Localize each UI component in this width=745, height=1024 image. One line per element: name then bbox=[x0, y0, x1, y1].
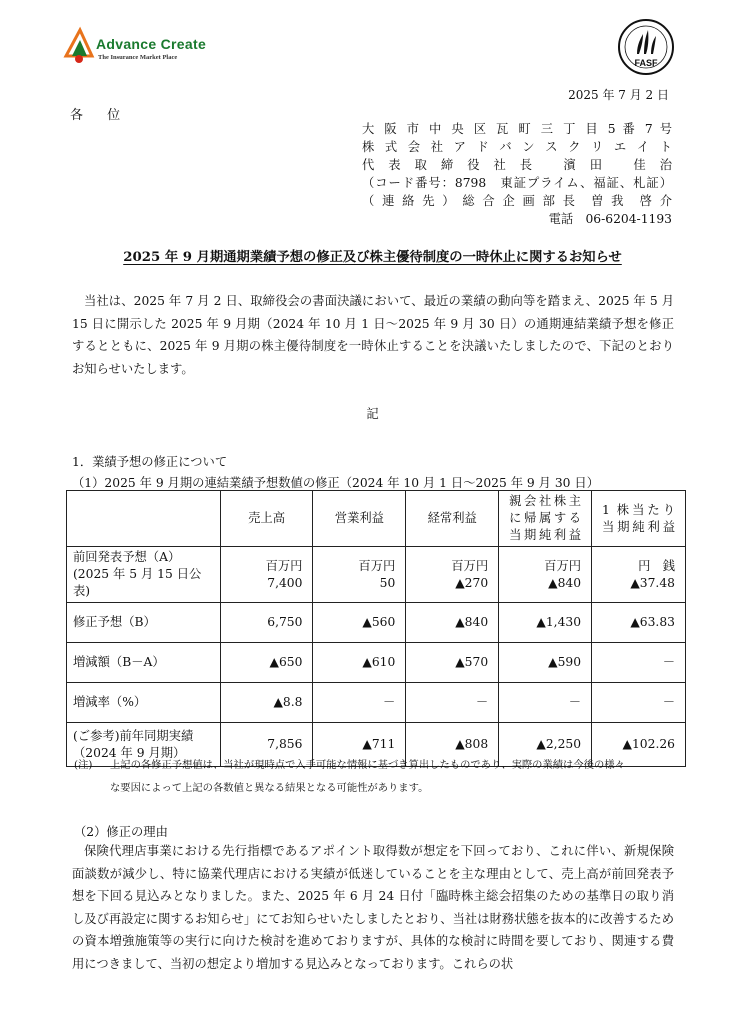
row-label-sub: (2025 年 5 月 15 日公表) bbox=[73, 567, 202, 598]
unit-label: 百万円 bbox=[451, 558, 489, 573]
table-header-row bbox=[67, 491, 686, 547]
header-eps: 1 株当たり当期純利益 bbox=[592, 491, 686, 547]
sender-block bbox=[362, 120, 672, 228]
cell-value: 50 bbox=[379, 575, 396, 590]
logo-mark-icon bbox=[62, 26, 98, 66]
cell-value: ▲560 bbox=[313, 603, 406, 643]
cell-value: ▲590 bbox=[499, 643, 592, 683]
unit-label: 百万円 bbox=[358, 558, 396, 573]
document-date: 2025 年 7 月 2 日 bbox=[568, 88, 669, 102]
sender-code: （コード番号：8798 東証プライム、福証、札証） bbox=[362, 176, 672, 190]
row-label-sub: （2024 年 9 月期） bbox=[73, 745, 186, 760]
fasf-badge bbox=[617, 18, 675, 76]
cell-value: ▲63.83 bbox=[592, 603, 686, 643]
note-line-1: 上記の各修正予想値は、当社が現時点で入手可能な情報に基づき算出したものであり、実際の業績は今後の様々 bbox=[110, 759, 625, 771]
note-line-2: な要因によって上記の各数値と異なる結果となる可能性があります。 bbox=[110, 782, 429, 794]
table-note bbox=[74, 754, 684, 800]
cell-value: ▲270 bbox=[455, 575, 489, 590]
cell-value: ▲840 bbox=[548, 575, 582, 590]
cell-value: ▲1,430 bbox=[499, 603, 592, 643]
cell-value: ▲102.26 bbox=[592, 723, 686, 767]
company-logo bbox=[62, 24, 207, 68]
cell-value: ▲808 bbox=[406, 723, 499, 767]
document-title: 2025 年 9 月期通期業績予想の修正及び株主優待制度の一時休止に関するお知らせ bbox=[123, 250, 622, 265]
section2-body: 保険代理店事業における先行指標であるアポイント取得数が想定を下回っており、これに伴い、新規保険面談数が減少し、特に協業代理店における実績が低迷していることを主な理由として、売上高が前回発表予想を下回る見込みとなりました。また、2025 年 6 月 24 日付「臨時株主総会招集のための基準日の取り消し及び再設定に関するお知らせ」にてお知らせいたしましたとおり、当社は財務状態を抜本的に改善するための資本増強施策等の実行に向けた検討を進めておりますが、具体的な検討に時間を要しており、関連する費用につきまして、当初の想定より増加する見込みとなっております。これらの状 bbox=[72, 844, 674, 971]
cell-value: ▲2,250 bbox=[499, 723, 592, 767]
row-label bbox=[67, 547, 221, 603]
cell-value: ▲840 bbox=[406, 603, 499, 643]
header-ordinary-profit: 経常利益 bbox=[406, 491, 499, 547]
ki-marker: 記 bbox=[366, 407, 379, 421]
sender-address: 大 阪 市 中 央 区 瓦 町 三 丁 目 5 番 7 号 bbox=[362, 122, 672, 136]
unit-label: 百万円 bbox=[265, 558, 303, 573]
addressee: 各 位 bbox=[70, 108, 131, 123]
table-cell bbox=[313, 547, 406, 603]
cell-value: － bbox=[592, 683, 686, 723]
cell-value: ▲610 bbox=[313, 643, 406, 683]
cell-value: － bbox=[313, 683, 406, 723]
row-label: 修正予想（B） bbox=[67, 603, 221, 643]
row-label-main: (ご参考)前年同期実績 bbox=[73, 728, 194, 743]
header-empty bbox=[67, 491, 221, 547]
table-cell bbox=[592, 547, 686, 603]
table-cell bbox=[499, 547, 592, 603]
cell-value: ▲650 bbox=[220, 643, 313, 683]
intro-paragraph: 当社は、2025 年 7 月 2 日、取締役会の書面決議において、最近の業績の動向等を踏まえ、2025 年 5 月 15 日に開示した 2025 年 9 月期（2024 年 10 月 1 日～2025 年 9 月 30 日）の通期連結業績予想を修正するとともに、2025 年 9 月期の株主優待制度を一時休止することを決議いたしましたので、下記のとおりお知らせいたします。 bbox=[72, 294, 674, 377]
logo-tagline: The Insurance Market Place bbox=[98, 54, 178, 61]
sender-contact: （ 連 絡 先 ） 総 合 企 画 部 長 曽 我 啓 介 bbox=[362, 194, 672, 208]
cell-value: ▲37.48 bbox=[630, 575, 675, 590]
row-label: 増減額（B－A） bbox=[67, 643, 221, 683]
cell-value: 7,400 bbox=[267, 575, 303, 590]
section2-heading: （2）修正の理由 bbox=[74, 825, 168, 839]
table-row bbox=[67, 643, 686, 683]
sender-company: 株 式 会 社 ア ド バ ン ス ク リ エ イ ト bbox=[362, 140, 672, 154]
table-cell bbox=[220, 547, 313, 603]
section1-heading: 1．業績予想の修正について bbox=[72, 455, 228, 469]
cell-value: ▲711 bbox=[313, 723, 406, 767]
cell-value: ▲8.8 bbox=[220, 683, 313, 723]
row-label: 増減率（%） bbox=[67, 683, 221, 723]
cell-value: 6,750 bbox=[220, 603, 313, 643]
cell-value: 7,856 bbox=[220, 723, 313, 767]
table-row bbox=[67, 547, 686, 603]
sender-phone: 電話 06-6204-1193 bbox=[548, 212, 672, 226]
cell-value: － bbox=[499, 683, 592, 723]
table-cell bbox=[406, 547, 499, 603]
cell-value: ▲570 bbox=[406, 643, 499, 683]
fasf-label: FASF bbox=[634, 58, 658, 68]
unit-label: 百万円 bbox=[544, 558, 582, 573]
table-row bbox=[67, 683, 686, 723]
forecast-table bbox=[66, 490, 686, 767]
header-sales: 売上高 bbox=[220, 491, 313, 547]
header-net-income: 親会社株主に帰属する当期純利益 bbox=[499, 491, 592, 547]
section1-subheading: （1）2025 年 9 月期の連結業績予想数値の修正（2024 年 10 月 1 日～2025 年 9 月 30 日） bbox=[72, 476, 600, 490]
cell-value: － bbox=[406, 683, 499, 723]
row-label-main: 前回発表予想（A） bbox=[73, 550, 181, 564]
table-row bbox=[67, 603, 686, 643]
cell-value: － bbox=[592, 643, 686, 683]
unit-label: 円 銭 bbox=[638, 558, 675, 573]
header-operating-profit: 営業利益 bbox=[313, 491, 406, 547]
logo-text: Advance Create bbox=[96, 36, 207, 52]
sender-representative: 代 表 取 締 役 社 長 濱 田 佳 治 bbox=[362, 158, 672, 172]
note-mark: (注) bbox=[74, 759, 93, 771]
